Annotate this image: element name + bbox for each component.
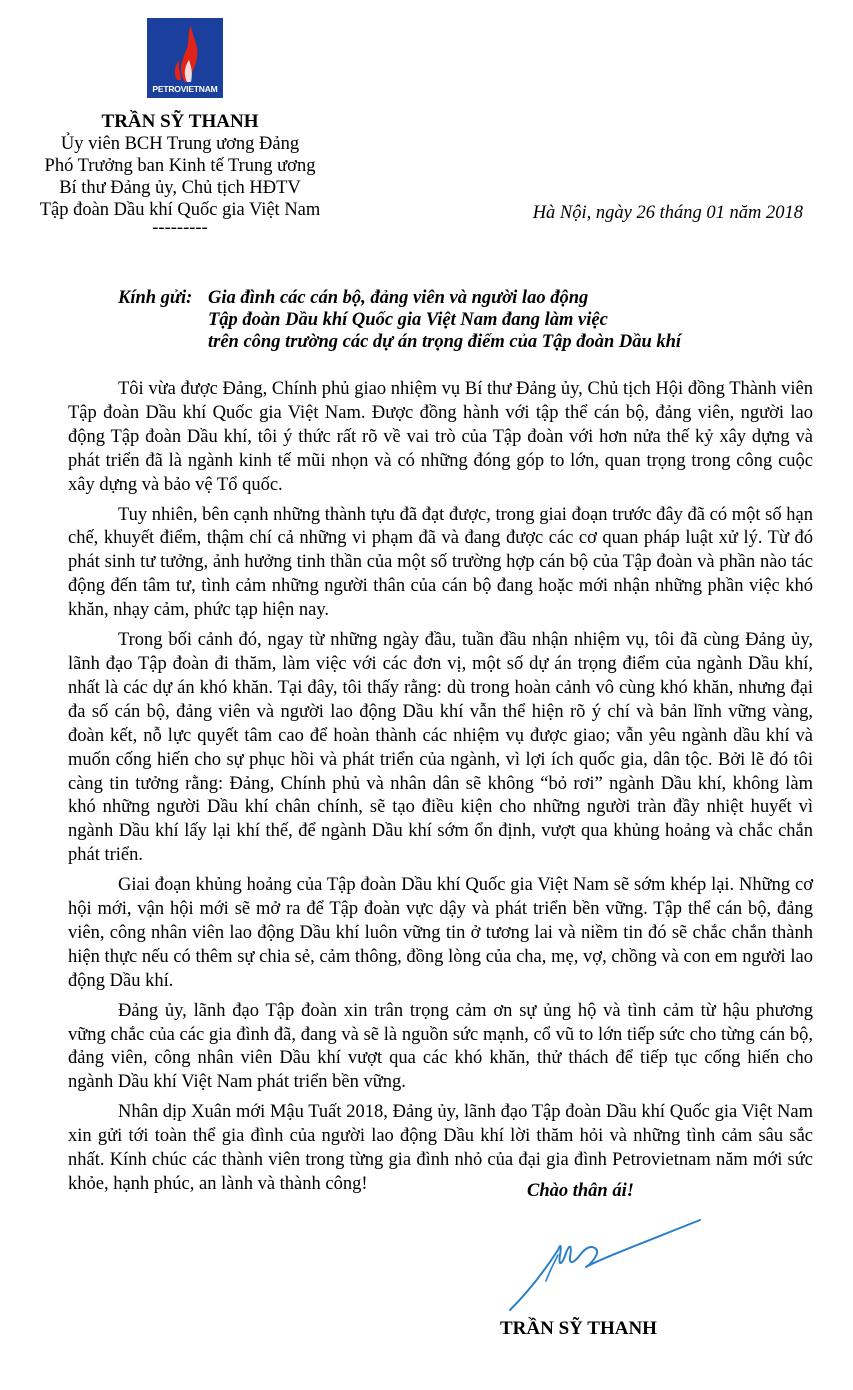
logo-text: PETROVIETNAM	[152, 84, 218, 94]
sender-title: Ủy viên BCH Trung ương Đảng	[60, 134, 300, 154]
body-paragraph: Tuy nhiên, bên cạnh những thành tựu đã đạt được, trong giai đoạn trước đây đã có một số hạn chế, khuyết điểm, thậm chí cả những vi phạm đã và đang được các cơ quan pháp luật xử lý. Từ đó phát sinh tư tưởng, ảnh hưởng tinh thần của một số trường hợp cán bộ của Tập đoàn và phần nào tác động đến tâm tư, tình cảm những người thân của cán bộ đang hoặc mới nhận những phần việc khó khăn, nhạy cảm, phức tạp hiện nay.	[68, 504, 813, 621]
sender-block	[10, 111, 350, 238]
recipient-label: Kính gửi:	[118, 288, 193, 308]
sender-title: Bí thư Đảng ủy, Chủ tịch HĐTV	[59, 178, 301, 198]
body-paragraph: Nhân dịp Xuân mới Mậu Tuất 2018, Đảng ủy, lãnh đạo Tập đoàn Dầu khí Quốc gia Việt Nam xin gửi tới toàn thể gia đình của người lao động Dầu khí lời thăm hỏi và những tình cảm sâu sắc nhất. Kính chúc các thành viên trong từng gia đình nhỏ của đại gia đình Petrovietnam năm mới sức khỏe, hạnh phúc, an lành và thành công!	[68, 1102, 813, 1194]
sender-name: TRẦN SỸ THANH	[101, 111, 259, 132]
sender-title: Phó Trưởng ban Kinh tế Trung ương	[44, 156, 316, 176]
closing-greeting: Chào thân ái!	[527, 1181, 634, 1201]
signature	[500, 1215, 710, 1315]
body-paragraph: Tôi vừa được Đảng, Chính phủ giao nhiệm vụ Bí thư Đảng ủy, Chủ tịch Hội đồng Thành viên Tập đoàn Dầu khí Quốc gia Việt Nam. Được đồng hành với tập thể cán bộ, đảng viên, người lao động Tập đoàn Dầu khí, tôi ý thức rất rõ về vai trò của Tập đoàn với hơn nửa thế kỷ xây dựng và phát triển đã là ngành kinh tế mũi nhọn và có những đóng góp to lớn, quan trọng trong công cuộc xây dựng và bảo vệ Tổ quốc.	[68, 379, 813, 495]
sender-divider: ---------	[152, 218, 208, 238]
letter-date: Hà Nội, ngày 26 tháng 01 năm 2018	[532, 203, 803, 223]
petrovietnam-logo	[147, 18, 223, 98]
body-paragraph: Trong bối cảnh đó, ngay từ những ngày đầu, tuần đầu nhận nhiệm vụ, tôi đã cùng Đảng ủy, lãnh đạo Tập đoàn đi thăm, làm việc với các đơn vị, một số dự án trọng điểm của ngành Dầu khí, nhất là các dự án khó khăn. Tại đây, tôi thấy rằng: dù trong hoàn cảnh vô cùng khó khăn, nhưng đại đa số cán bộ, đảng viên và người lao động Dầu khí vẫn thể hiện rõ ý chí và bản lĩnh vững vàng, đoàn kết, nỗ lực quyết tâm cao để hoàn thành các nhiệm vụ được giao; vẫn yêu ngành dầu khí và muốn cống hiến cho sự phục hồi và phát triển của ngành, vì lợi ích quốc gia, dân tộc. Bởi lẽ đó tôi càng tin tưởng rằng: Đảng, Chính phủ và nhân dân sẽ không “bỏ rơi” ngành Dầu khí, không làm khó những người Dầu khí chân chính, sẽ tạo điều kiện cho những người tràn đầy nhiệt huyết vì ngành Dầu khí lấy lại khí thế, để ngành Dầu khí sớm ổn định, vượt qua khủng hoảng và chắc chắn phát triển.	[68, 630, 813, 866]
body-paragraph: Giai đoạn khủng hoảng của Tập đoàn Dầu khí Quốc gia Việt Nam sẽ sớm khép lại. Những cơ hội mới, vận hội mới sẽ mở ra để Tập đoàn vực dậy và phát triển bền vững. Tập thể cán bộ, đảng viên, công nhân viên lao động Dầu khí luôn vững tin ở tương lai và niềm tin đó sẽ chắc chắn thành hiện thực nếu có thêm sự chia sẻ, cảm thông, đồng lòng của cha, mẹ, vợ, chồng và con em người lao động Dầu khí.	[68, 875, 813, 991]
sender-title: Tập đoàn Dầu khí Quốc gia Việt Nam	[39, 200, 321, 220]
recipient-block	[118, 287, 681, 353]
recipient-line: trên công trường các dự án trọng điểm của Tập đoàn Dầu khí	[208, 332, 682, 352]
body-paragraph: Đảng ủy, lãnh đạo Tập đoàn xin trân trọng cảm ơn sự ủng hộ và tình cảm từ hậu phương vững chắc của các gia đình đã, đang và sẽ là nguồn sức mạnh, cổ vũ to lớn tiếp sức cho từng cán bộ, đảng viên, công nhân viên Dầu khí vượt qua các khó khăn, thử thách để tiếp tục cống hiến cho ngành Dầu khí Việt Nam phát triển bền vững.	[68, 1000, 813, 1093]
recipient-line: Tập đoàn Dầu khí Quốc gia Việt Nam đang làm việc	[208, 310, 608, 330]
signer-name: TRẦN SỸ THANH	[500, 1318, 657, 1339]
recipient-line: Gia đình các cán bộ, đảng viên và người lao động	[208, 288, 589, 308]
letter-body	[68, 378, 813, 1203]
